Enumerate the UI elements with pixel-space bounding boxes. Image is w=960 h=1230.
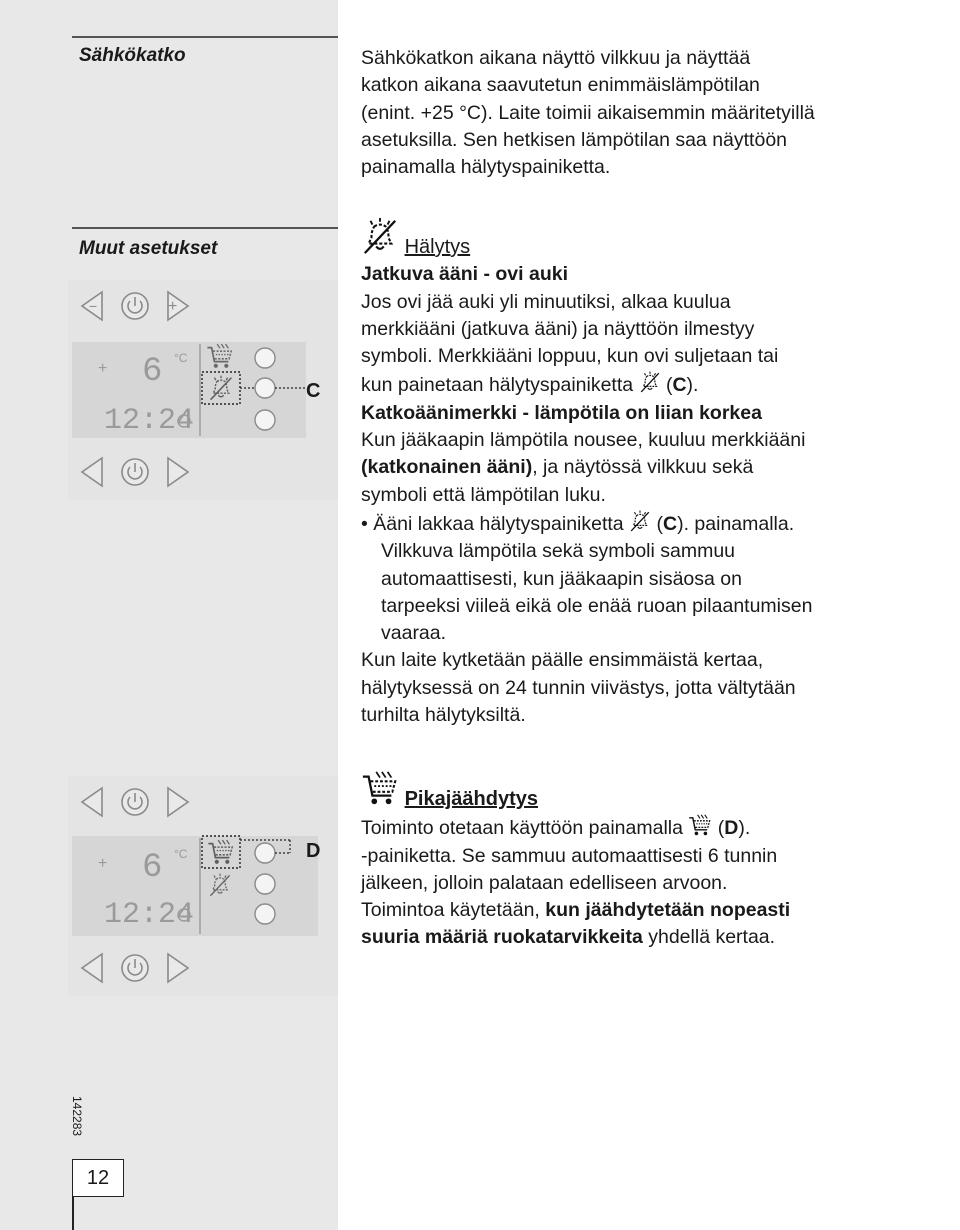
sidebar xyxy=(0,0,338,1230)
panel-button[interactable] xyxy=(255,904,275,924)
time-display: 12:24 xyxy=(104,898,195,932)
subheading: Jatkuva ääni - ovi auki xyxy=(361,263,569,286)
callout-d: D xyxy=(306,840,321,862)
text-line: symboli. Merkkiääni loppuu, kun ovi suljetaan tai xyxy=(361,345,779,368)
text-fragment: , ja näytössä vilkkuu sekä xyxy=(532,456,754,479)
text-line: vaaraa. xyxy=(381,622,447,645)
section-divider xyxy=(72,36,338,38)
text-line: (enint. +25 °C). Laite toimii aikaisemmin määritetyillä xyxy=(361,101,815,124)
time-display: 12:24 xyxy=(104,404,195,438)
alarm-text xyxy=(361,216,921,729)
text-line xyxy=(361,924,921,951)
plus-indicator: + xyxy=(98,360,108,377)
text-line: Vilkkuva lämpötila sekä symboli sammuu xyxy=(381,540,736,563)
page-number-rule xyxy=(72,1197,74,1230)
section-title-power-outage: Sähkökatko xyxy=(79,45,186,66)
text-fragment: kun jäähdytetään nopeasti xyxy=(545,899,791,922)
text-line: Jos ovi jää auki yli minuutiksi, alkaa kuulua xyxy=(361,290,731,313)
text-fragment: ). painamalla. xyxy=(677,512,795,535)
text-fragment: kun painetaan hälytyspainiketta xyxy=(361,374,634,397)
bullet-item xyxy=(361,509,921,538)
unit-label: °C xyxy=(174,351,188,365)
text-line: jälkeen, jolloin palataan edelliseen arvoon. xyxy=(361,871,728,894)
control-panel-fast-cool xyxy=(68,776,338,996)
plus-label: + xyxy=(168,298,178,315)
label-d-ref: D xyxy=(724,817,739,840)
unit-label: °C xyxy=(174,847,188,861)
text-line xyxy=(361,813,921,842)
document-number-label: 142283 xyxy=(70,1096,84,1137)
alarm-button[interactable] xyxy=(255,874,275,894)
cart-icon xyxy=(688,813,712,837)
alarm-button[interactable] xyxy=(255,378,275,398)
fast-cool-heading-label: Pikajäähdytys xyxy=(404,788,538,810)
text-line xyxy=(361,897,921,924)
panel-top-row xyxy=(82,292,188,320)
text-line: automaattisesti, kun jääkaapin sisäosa on xyxy=(381,567,742,590)
callout-c: C xyxy=(306,380,321,402)
page-number: 12 xyxy=(72,1159,124,1197)
text-line: merkkiääni (jatkuva ääni) ja näyttöön ilmestyy xyxy=(361,317,755,340)
text-fragment: ). xyxy=(686,374,699,397)
bell-off-icon xyxy=(629,509,651,533)
alarm-heading-label: Hälytys xyxy=(404,236,471,258)
fast-cool-button[interactable] xyxy=(255,348,275,368)
text-fragment: ( xyxy=(665,374,673,397)
fast-cool-text xyxy=(361,768,921,952)
label-c-ref: C xyxy=(672,374,687,397)
fast-cool-button[interactable] xyxy=(255,843,275,863)
cart-icon xyxy=(361,768,399,808)
text-line: turhilta hälytyksiltä. xyxy=(361,704,526,727)
text-fragment: yhdellä kertaa. xyxy=(642,926,776,949)
panel-button[interactable] xyxy=(255,410,275,430)
section-title-other-settings: Muut asetukset xyxy=(79,238,218,259)
bell-off-icon xyxy=(639,370,661,394)
text-fragment: suuria määriä ruokatarvikkeita xyxy=(361,926,643,949)
temperature-digit: 6 xyxy=(142,849,163,887)
minus-label: − xyxy=(89,298,98,314)
text-fragment: (katkonainen ääni) xyxy=(361,456,533,479)
text-line: painamalla hälytyspainiketta. xyxy=(361,156,611,179)
label-c-ref: C xyxy=(663,512,678,535)
document-number xyxy=(44,1096,84,1136)
text-fragment: Toiminto otetaan käyttöön painamalla xyxy=(361,817,683,840)
text-line: Kun laite kytketään päälle ensimmäistä kertaa, xyxy=(361,649,764,672)
fast-cool-heading xyxy=(361,768,921,813)
subheading: Katkoäänimerkki - lämpötila on liian korkea xyxy=(361,401,762,424)
text-line: tarpeeksi viileä eikä ole enää ruoan pilaantumisen xyxy=(381,594,813,617)
section-divider xyxy=(72,227,338,229)
text-line: symboli että lämpötilan luku. xyxy=(361,483,606,506)
text-line: -painiketta. Se sammuu automaattisesti 6 tunnin xyxy=(361,844,778,867)
text-line: katkon aikana saavutetun enimmäislämpötilan xyxy=(361,74,760,97)
text-fragment: Ääni lakkaa hälytyspainiketta xyxy=(373,512,624,535)
alarm-heading xyxy=(361,216,921,261)
power-outage-text xyxy=(361,45,921,181)
text-fragment: Toimintoa käytetään, xyxy=(361,899,546,922)
text-line: hälytyksessä on 24 tunnin viivästys, jotta vältytään xyxy=(361,676,796,699)
text-line: Kun jääkaapin lämpötila nousee, kuuluu merkkiääni xyxy=(361,429,806,452)
plus-indicator: + xyxy=(98,855,108,872)
text-line: Sähkökatkon aikana näyttö vilkkuu ja näyttää xyxy=(361,47,751,69)
text-fragment: ( xyxy=(656,512,663,535)
control-panel-alarm xyxy=(68,280,338,500)
text-line xyxy=(361,454,921,481)
temperature-digit: 6 xyxy=(142,353,163,391)
text-line xyxy=(361,370,921,399)
bullet-dot: • xyxy=(361,512,374,535)
text-line: asetuksilla. Sen hetkisen lämpötilan saa näyttöön xyxy=(361,128,788,151)
text-fragment: ). xyxy=(738,817,751,840)
bell-off-icon xyxy=(361,216,399,256)
text-fragment: ( xyxy=(717,817,725,840)
